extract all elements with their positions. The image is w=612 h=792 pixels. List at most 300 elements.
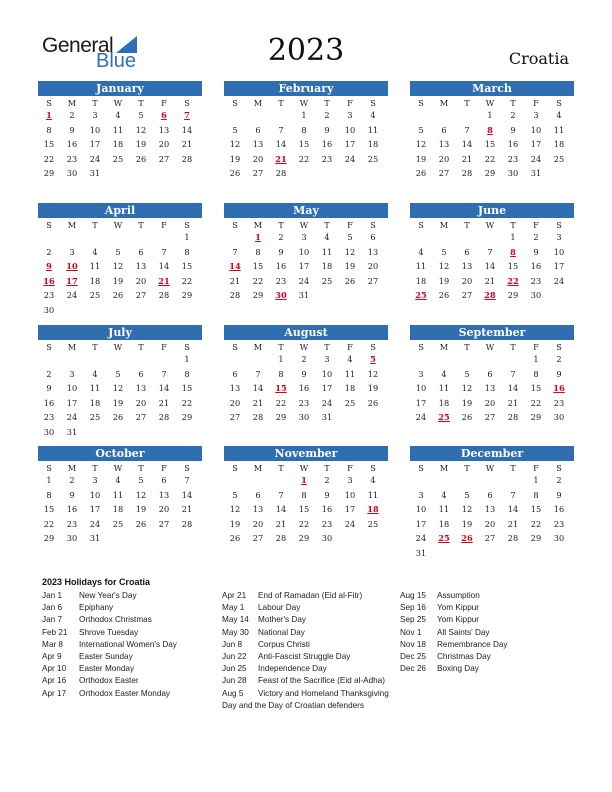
month-title: February [224, 81, 388, 96]
holiday-name: Epiphany [79, 603, 114, 613]
day-cell: 9 [533, 246, 539, 257]
weekday-label: S [418, 220, 424, 230]
month-october [38, 446, 202, 546]
day-cell: 18 [112, 139, 124, 150]
holiday-date: Jun 8 [222, 639, 243, 649]
week-row [224, 259, 388, 274]
holiday-entry [400, 602, 577, 614]
day-cell: 25 [112, 153, 124, 164]
day-cell: 2 [69, 475, 75, 485]
day-cell: 15 [298, 139, 310, 150]
day-cell: 26 [112, 412, 124, 423]
day-cell: 15 [43, 504, 55, 515]
weekday-label: F [161, 220, 167, 230]
holiday-name: Shrove Tuesday [79, 627, 139, 637]
month-december [410, 446, 574, 561]
day-cell: 1 [301, 110, 307, 120]
weekday-header-row [38, 98, 202, 108]
holiday-day-cell: 25 [438, 412, 450, 423]
day-cell: 29 [298, 533, 310, 544]
holiday-date: Sep 16 [400, 603, 426, 613]
week-row [38, 166, 202, 181]
month-title: April [38, 203, 202, 218]
day-cell: 13 [367, 246, 379, 257]
day-cell: 31 [415, 547, 427, 558]
weekday-label: M [439, 342, 449, 352]
day-cell: 28 [507, 412, 519, 423]
weekday-label: T [510, 463, 516, 473]
day-cell: 5 [138, 475, 144, 485]
day-cell: 16 [553, 504, 565, 515]
day-cell: 24 [415, 412, 427, 423]
day-cell: 29 [530, 533, 542, 544]
holiday-day-cell: 25 [415, 290, 427, 301]
day-cell: 28 [275, 533, 287, 544]
day-cell: 22 [530, 397, 542, 408]
day-cell: 24 [344, 153, 356, 164]
day-cell: 3 [418, 489, 424, 500]
holiday-entry [222, 663, 392, 675]
day-cell: 23 [553, 397, 565, 408]
day-cell: 7 [487, 246, 493, 257]
day-cell: 14 [158, 261, 170, 272]
weekday-label: F [161, 463, 167, 473]
holiday-entry [42, 688, 219, 700]
day-cell: 17 [530, 139, 542, 150]
holiday-date: Dec 25 [400, 652, 426, 662]
weekday-label: S [46, 342, 52, 352]
weekday-label: S [46, 463, 52, 473]
month-september [410, 325, 574, 425]
day-cell: 19 [438, 275, 450, 286]
day-cell: 7 [510, 489, 516, 500]
week-row [38, 502, 202, 517]
weekday-label: M [67, 342, 77, 352]
holidays-title: 2023 Holidays for Croatia [42, 577, 151, 587]
day-cell: 27 [438, 168, 450, 179]
day-cell: 15 [252, 261, 264, 272]
day-cell: 11 [438, 504, 450, 515]
day-cell: 11 [112, 489, 124, 500]
week-row [224, 230, 388, 245]
day-cell: 2 [301, 354, 307, 364]
day-cell: 2 [324, 475, 330, 485]
weekday-header-row [410, 342, 574, 352]
weekday-label: T [324, 463, 330, 473]
day-cell: 27 [484, 533, 496, 544]
day-cell: 24 [66, 412, 78, 423]
logo-text-blue: Blue [96, 50, 137, 72]
day-cell: 15 [181, 383, 193, 394]
day-cell: 2 [324, 110, 330, 120]
day-cell: 10 [553, 246, 565, 257]
holiday-name: Yom Kippur [437, 603, 480, 613]
weekday-label: S [418, 463, 424, 473]
week-row [38, 488, 202, 503]
day-cell: 11 [367, 489, 379, 500]
day-cell: 16 [43, 397, 55, 408]
day-cell: 12 [135, 124, 147, 135]
day-cell: 25 [553, 153, 565, 164]
holiday-entry [400, 627, 577, 639]
day-cell: 26 [229, 168, 241, 179]
day-cell: 13 [229, 383, 241, 394]
day-cell: 14 [507, 383, 519, 394]
day-cell: 20 [461, 275, 473, 286]
day-cell: 12 [229, 504, 241, 515]
day-cell: 19 [344, 261, 356, 272]
holiday-date: Nov 1 [400, 627, 422, 637]
holiday-day-cell: 16 [43, 275, 55, 286]
day-cell: 1 [533, 354, 539, 364]
day-cell: 6 [138, 246, 144, 257]
day-cell: 4 [441, 368, 447, 379]
holiday-day-cell: 22 [507, 275, 519, 286]
day-cell: 21 [484, 275, 496, 286]
day-cell: 23 [553, 518, 565, 529]
weekday-header-row [38, 342, 202, 352]
holiday-entry [222, 688, 392, 712]
day-cell: 22 [43, 518, 55, 529]
month-title: March [410, 81, 574, 96]
weekday-label: T [138, 463, 144, 473]
day-cell: 19 [367, 383, 379, 394]
weekday-label: W [299, 220, 309, 230]
weekday-header-row [410, 98, 574, 108]
day-cell: 29 [181, 290, 193, 301]
day-cell: 24 [553, 275, 565, 286]
day-cell: 10 [89, 489, 101, 500]
day-cell: 21 [181, 139, 193, 150]
holiday-name: Feast of the Sacrifice (Eid al-Adha) [258, 676, 385, 686]
weekday-label: T [138, 98, 144, 108]
day-cell: 10 [89, 124, 101, 135]
day-cell: 29 [43, 533, 55, 544]
day-cell: 12 [367, 368, 379, 379]
week-row [38, 367, 202, 382]
weekday-label: T [138, 220, 144, 230]
day-cell: 9 [324, 124, 330, 135]
holiday-entry [42, 627, 219, 639]
holiday-day-cell: 16 [553, 383, 565, 394]
day-cell: 18 [89, 397, 101, 408]
day-cell: 11 [321, 246, 333, 257]
day-cell: 12 [135, 489, 147, 500]
day-cell: 25 [344, 397, 356, 408]
day-cell: 17 [66, 397, 78, 408]
holiday-date: Jan 7 [42, 615, 63, 625]
weekday-label: W [299, 342, 309, 352]
day-cell: 14 [275, 504, 287, 515]
week-row [410, 488, 574, 503]
day-cell: 14 [461, 139, 473, 150]
day-cell: 12 [229, 139, 241, 150]
week-row [410, 352, 574, 367]
weekday-label: T [464, 98, 470, 108]
week-row [224, 245, 388, 260]
day-cell: 30 [43, 304, 55, 315]
day-cell: 21 [181, 504, 193, 515]
holiday-date: Aug 15 [400, 591, 426, 600]
holiday-name: Corpus Christi [258, 639, 310, 649]
holiday-entry [222, 614, 392, 626]
day-cell: 6 [441, 124, 447, 135]
day-cell: 24 [298, 275, 310, 286]
day-cell: 15 [43, 139, 55, 150]
day-cell: 9 [324, 489, 330, 500]
holiday-day-cell: 7 [184, 110, 190, 120]
week-row [224, 410, 388, 425]
weekday-label: S [370, 98, 376, 108]
week-row [224, 152, 388, 167]
holiday-entry [400, 651, 577, 663]
day-cell: 27 [158, 153, 170, 164]
day-cell: 22 [298, 153, 310, 164]
day-cell: 7 [255, 368, 261, 379]
holiday-date: Apr 16 [42, 676, 67, 686]
day-cell: 19 [461, 397, 473, 408]
weekday-label: W [113, 342, 123, 352]
day-cell: 25 [112, 518, 124, 529]
day-cell: 22 [181, 397, 193, 408]
day-cell: 4 [418, 246, 424, 257]
week-row [410, 396, 574, 411]
day-cell: 10 [530, 124, 542, 135]
day-cell: 3 [92, 110, 98, 120]
day-cell: 5 [115, 368, 121, 379]
day-cell: 29 [530, 412, 542, 423]
holiday-date: Apr 10 [42, 664, 67, 674]
weekday-label: F [533, 98, 539, 108]
holiday-entry [400, 614, 577, 626]
day-cell: 1 [46, 475, 52, 485]
day-cell: 23 [507, 153, 519, 164]
day-cell: 3 [69, 246, 75, 257]
day-cell: 18 [367, 139, 379, 150]
weekday-label: M [67, 463, 77, 473]
day-cell: 24 [321, 397, 333, 408]
holiday-name: Independence Day [258, 664, 327, 674]
weekday-label: M [67, 98, 77, 108]
week-row [38, 517, 202, 532]
day-cell: 8 [533, 489, 539, 500]
holiday-name: Easter Monday [79, 664, 135, 674]
day-cell: 11 [112, 124, 124, 135]
week-row [410, 381, 574, 396]
holiday-day-cell: 15 [275, 383, 287, 394]
day-cell: 12 [112, 261, 124, 272]
day-cell: 15 [530, 383, 542, 394]
day-cell: 18 [344, 383, 356, 394]
weekday-label: T [464, 220, 470, 230]
holiday-entry [42, 614, 219, 626]
day-cell: 8 [46, 124, 52, 135]
holiday-entry [222, 602, 392, 614]
day-cell: 15 [530, 504, 542, 515]
day-cell: 9 [278, 246, 284, 257]
month-title: May [224, 203, 388, 218]
day-cell: 9 [69, 124, 75, 135]
weekday-label: M [67, 220, 77, 230]
day-cell: 26 [367, 397, 379, 408]
holiday-name: Yom Kippur [437, 615, 480, 625]
day-cell: 7 [464, 124, 470, 135]
weekday-label: T [510, 220, 516, 230]
day-cell: 20 [135, 397, 147, 408]
weekday-header-row [38, 220, 202, 230]
holiday-entry [222, 651, 392, 663]
day-cell: 25 [321, 275, 333, 286]
day-cell: 9 [556, 368, 562, 379]
week-row [410, 137, 574, 152]
weekday-label: T [278, 463, 284, 473]
day-cell: 29 [507, 290, 519, 301]
day-cell: 17 [89, 139, 101, 150]
day-cell: 22 [484, 153, 496, 164]
day-cell: 10 [344, 124, 356, 135]
holiday-date: Apr 9 [42, 652, 62, 662]
week-row [38, 288, 202, 303]
weekday-label: F [533, 342, 539, 352]
weekday-label: F [347, 220, 353, 230]
weekday-label: T [324, 98, 330, 108]
weekday-label: T [324, 220, 330, 230]
day-cell: 4 [370, 110, 376, 120]
day-cell: 19 [135, 139, 147, 150]
month-title: July [38, 325, 202, 340]
day-cell: 13 [135, 383, 147, 394]
day-cell: 18 [89, 275, 101, 286]
day-cell: 17 [415, 397, 427, 408]
day-cell: 23 [530, 275, 542, 286]
day-cell: 5 [232, 489, 238, 500]
day-cell: 15 [507, 261, 519, 272]
day-cell: 30 [321, 533, 333, 544]
weekday-label: F [347, 342, 353, 352]
day-cell: 10 [66, 383, 78, 394]
week-row [410, 274, 574, 289]
holiday-name: Mother's Day [258, 615, 306, 625]
day-cell: 17 [553, 261, 565, 272]
day-cell: 16 [66, 504, 78, 515]
week-row [38, 152, 202, 167]
day-cell: 16 [507, 139, 519, 150]
day-cell: 4 [115, 475, 121, 485]
weekday-label: S [232, 463, 238, 473]
month-may [224, 203, 388, 303]
day-cell: 28 [252, 412, 264, 423]
day-cell: 26 [344, 275, 356, 286]
holiday-day-cell: 17 [66, 275, 78, 286]
week-row [224, 274, 388, 289]
day-cell: 21 [461, 153, 473, 164]
day-cell: 2 [46, 368, 52, 379]
day-cell: 5 [464, 489, 470, 500]
month-title: September [410, 325, 574, 340]
week-row [410, 546, 574, 561]
day-cell: 13 [158, 489, 170, 500]
day-cell: 6 [255, 489, 261, 500]
day-cell: 9 [510, 124, 516, 135]
day-cell: 14 [484, 261, 496, 272]
day-cell: 8 [46, 489, 52, 500]
day-cell: 24 [89, 518, 101, 529]
day-cell: 11 [553, 124, 565, 135]
day-cell: 24 [66, 290, 78, 301]
day-cell: 20 [438, 153, 450, 164]
day-cell: 28 [275, 168, 287, 179]
holiday-entry [400, 590, 577, 602]
holiday-name: Orthodox Easter Monday [79, 688, 171, 698]
day-cell: 15 [298, 504, 310, 515]
day-cell: 5 [138, 110, 144, 120]
day-cell: 1 [487, 110, 493, 120]
week-row [224, 502, 388, 517]
weekday-label: F [347, 463, 353, 473]
holiday-column [400, 590, 577, 675]
weekday-header-row [410, 463, 574, 473]
day-cell: 30 [66, 533, 78, 544]
day-cell: 6 [255, 124, 261, 135]
day-cell: 28 [507, 533, 519, 544]
day-cell: 16 [66, 139, 78, 150]
holiday-date: May 14 [222, 615, 249, 625]
day-cell: 31 [530, 168, 542, 179]
day-cell: 1 [184, 232, 190, 242]
day-cell: 7 [278, 124, 284, 135]
holiday-day-cell: 30 [275, 290, 287, 301]
week-row [224, 108, 388, 123]
holiday-name: Orthodox Christmas [79, 615, 152, 625]
day-cell: 20 [158, 139, 170, 150]
day-cell: 10 [321, 368, 333, 379]
day-cell: 1 [184, 354, 190, 364]
holiday-name: Victory and Homeland Thanksgiving Day and the Day of Croatian defenders [222, 688, 389, 710]
day-cell: 12 [438, 261, 450, 272]
holiday-date: Feb 21 [42, 627, 68, 637]
day-cell: 29 [43, 168, 55, 179]
week-row [410, 230, 574, 245]
weekday-label: S [556, 342, 562, 352]
day-cell: 16 [321, 139, 333, 150]
week-row [38, 352, 202, 367]
day-cell: 20 [367, 261, 379, 272]
day-cell: 21 [229, 275, 241, 286]
day-cell: 3 [301, 232, 307, 242]
day-cell: 27 [484, 412, 496, 423]
day-cell: 2 [510, 110, 516, 120]
day-cell: 13 [158, 124, 170, 135]
weekday-label: S [184, 463, 190, 473]
weekday-label: T [92, 463, 98, 473]
holiday-date: Apr 21 [222, 591, 247, 600]
month-title: October [38, 446, 202, 461]
day-cell: 19 [415, 153, 427, 164]
country-name: Croatia [508, 49, 569, 68]
day-cell: 5 [418, 124, 424, 135]
holiday-name: New Year's Day [79, 591, 137, 600]
day-cell: 6 [161, 475, 167, 485]
day-cell: 2 [533, 232, 539, 242]
weekday-label: W [485, 220, 495, 230]
day-cell: 27 [461, 290, 473, 301]
holiday-day-cell: 21 [158, 275, 170, 286]
day-cell: 29 [181, 412, 193, 423]
day-cell: 22 [252, 275, 264, 286]
holiday-name: Remembrance Day [437, 639, 508, 649]
weekday-label: S [184, 98, 190, 108]
day-cell: 18 [112, 504, 124, 515]
